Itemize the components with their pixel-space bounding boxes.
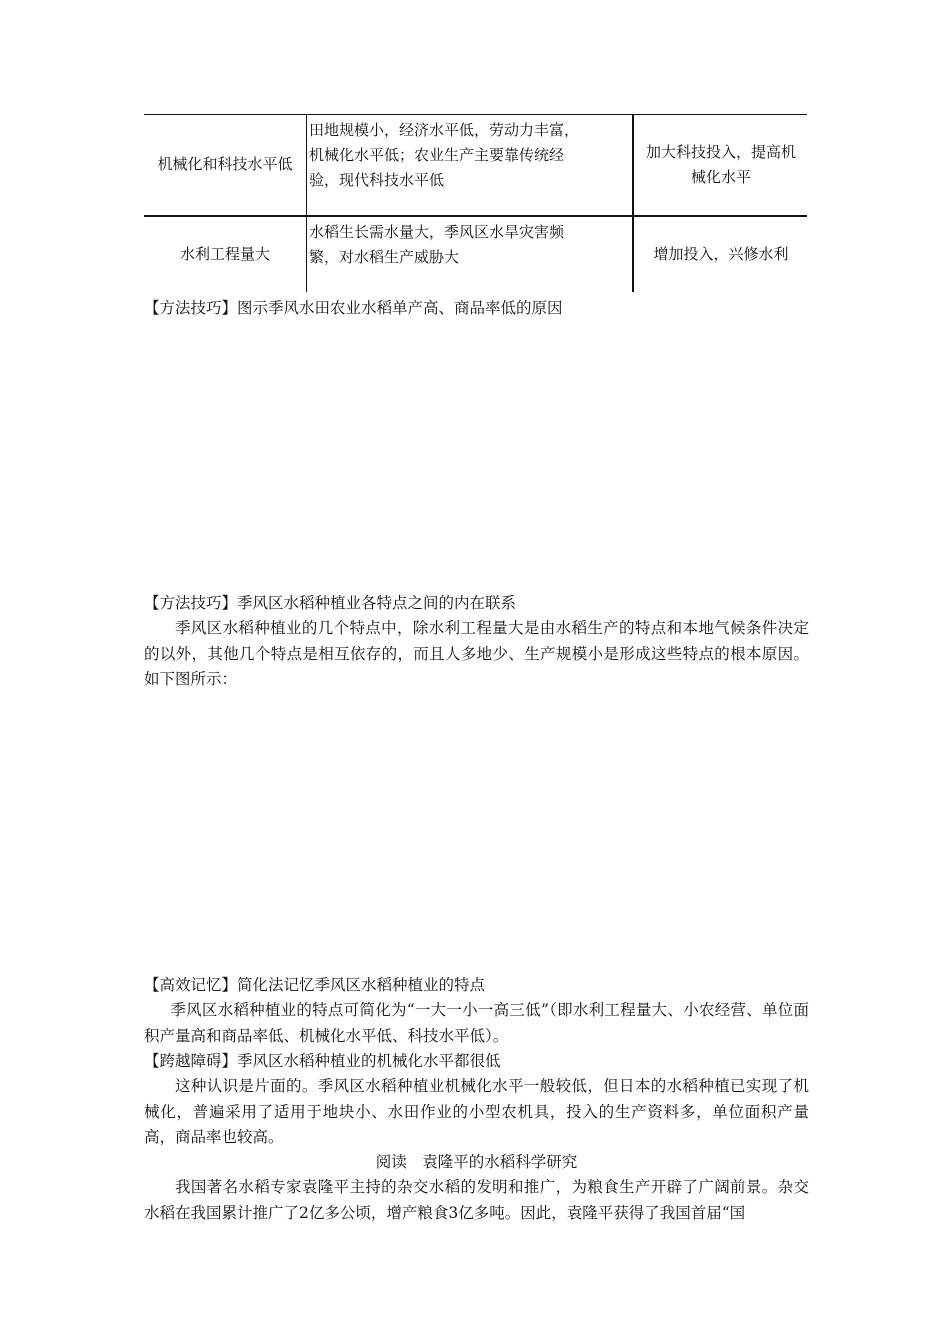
table-cell-measure: 增加投入，兴修水利 bbox=[653, 245, 789, 263]
section-heading: 【方法技巧】季风区水稻种植业各特点之间的内在联系 bbox=[144, 594, 517, 612]
paragraph: 季风区水稻种植业的特点可简化为“一大一小一高三低”（即水利工程量大、小农经营、单位面积产量高和商品率低、机械化水平低、科技水平低）。 bbox=[144, 1001, 809, 1045]
table-cell-reason: 水稻生长需水量大，季风区水旱灾害频繁，对水稻生产威胁大 bbox=[309, 223, 565, 266]
section-heading: 【高效记忆】简化法记忆季风区水稻种植业的特点 bbox=[144, 976, 486, 994]
table-column-divider bbox=[306, 114, 307, 292]
section-heading: 【跨越障碍】季风区水稻种植业的机械化水平都很低 bbox=[144, 1052, 501, 1070]
table-cell-feature: 机械化和科技水平低 bbox=[157, 155, 293, 173]
paragraph: 季风区水稻种植业的几个特点中，除水利工程量大是由水稻生产的特点和本地气候条件决定的以外，其他几个特点是相互依存的，而且人多地少、生产规模小是形成这些特点的根本原因。如下图所示： bbox=[144, 619, 809, 688]
table-cell-measure: 加大科技投入，提高机械化水平 bbox=[646, 142, 797, 186]
reading-title: 阅读 袁隆平的水稻科学研究 bbox=[375, 1153, 578, 1171]
table-cell-reason: 田地规模小，经济水平低，劳动力丰富，机械化水平低；农业生产主要靠传统经验，现代科技水平低 bbox=[309, 121, 580, 189]
features-table bbox=[144, 114, 807, 292]
paragraph: 这种认识是片面的。季风区水稻种植业机械化水平一般较低，但日本的水稻种植已实现了机械化，普遍采用了适用于地块小、水田作业的小型农机具，投入的生产资料多，单位面积产量高，商品率也较高。 bbox=[144, 1077, 809, 1146]
section-heading: 【方法技巧】图示季风水田农业水稻单产高、商品率低的原因 bbox=[144, 299, 563, 317]
paragraph: 我国著名水稻专家袁隆平主持的杂交水稻的发明和推广，为粮食生产开辟了广阔前景。杂交水稻在我国累计推广了2亿多公顷，增产粮食3亿多吨。因此，袁隆平获得了我国首届“国 bbox=[144, 1178, 809, 1222]
table-cell-feature: 水利工程量大 bbox=[179, 245, 270, 263]
table-column-divider bbox=[632, 114, 634, 292]
